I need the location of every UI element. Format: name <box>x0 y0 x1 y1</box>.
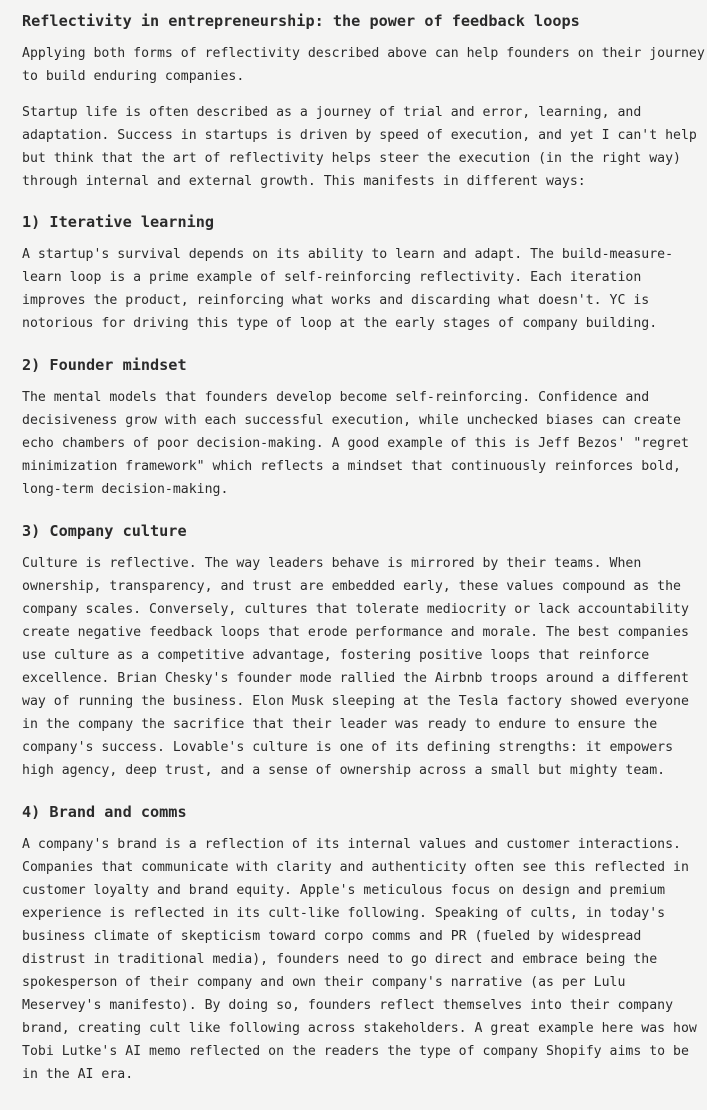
section-heading-iterative-learning: 1) Iterative learning <box>22 213 215 231</box>
paragraph-line: customer loyalty and brand equity. Apple's meticulous focus on design and premium <box>22 883 666 898</box>
paragraph-line: company scales. Conversely, cultures that tolerate mediocrity or lack accountability <box>22 602 689 617</box>
section-heading-founder-mindset: 2) Founder mindset <box>22 356 187 374</box>
intro-paragraph <box>22 42 705 88</box>
paragraph-line: ownership, transparency, and trust are embedded early, these values compound as the <box>22 579 681 594</box>
context-line: adaptation. Success in startups is driven by speed of execution, and yet I can't help <box>22 128 697 143</box>
paragraph-line: in the company the sacrifice that their leader was ready to endure to ensure the <box>22 717 658 732</box>
paragraph-line: improves the product, reinforcing what works and discarding what doesn't. YC is <box>22 293 650 308</box>
context-line: Startup life is often described as a journey of trial and error, learning, and <box>22 105 642 120</box>
paragraph-line: excellence. Brian Chesky's founder mode rallied the Airbnb troops around a different <box>22 671 689 686</box>
section-paragraph-founder-mindset <box>22 386 692 501</box>
paragraph-line: brand, creating cult like following across stakeholders. A great example here was how <box>22 1021 697 1036</box>
paragraph-line: Tobi Lutke's AI memo reflected on the readers the type of company Shopify aims to be <box>22 1044 689 1059</box>
paragraph-line: long-term decision-making. <box>22 482 229 497</box>
section-paragraph-iterative-learning <box>22 243 692 335</box>
paragraph-line: The mental models that founders develop become self-reinforcing. Confidence and <box>22 390 650 405</box>
intro-line: Applying both forms of reflectivity described above can help founders on their journey <box>22 46 705 61</box>
paragraph-line: high agency, deep trust, and a sense of ownership across a small but mighty team. <box>22 763 666 778</box>
section-heading-company-culture: 3) Company culture <box>22 522 187 540</box>
section-paragraph-company-culture <box>22 552 692 782</box>
paragraph-line: business climate of skepticism toward corpo comms and PR (fueled by widespread <box>22 929 642 944</box>
paragraph-line: experience is reflected in its cult-like following. Speaking of cults, in today's <box>22 906 666 921</box>
paragraph-line: way of running the business. Elon Musk sleeping at the Tesla factory showed everyone <box>22 694 689 709</box>
paragraph-line: Companies that communicate with clarity and authenticity often see this reflected in <box>22 860 689 875</box>
paragraph-line: spokesperson of their company and own their company's narrative (as per Lulu <box>22 975 626 990</box>
paragraph-line: create negative feedback loops that erode performance and morale. The best companies <box>22 625 689 640</box>
paragraph-line: Meservey's manifesto). By doing so, founders reflect themselves into their company <box>22 998 674 1013</box>
paragraph-line: A startup's survival depends on its ability to learn and adapt. The build-measure- <box>22 247 674 262</box>
paragraph-line: A company's brand is a reflection of its internal values and customer interactions. <box>22 837 681 852</box>
paragraph-line: use culture as a competitive advantage, fostering positive loops that reinforce <box>22 648 650 663</box>
paragraph-line: distrust in traditional media), founders need to go direct and embrace being the <box>22 952 658 967</box>
article-title: Reflectivity in entrepreneurship: the power of feedback loops <box>22 12 580 30</box>
context-line: but think that the art of reflectivity helps steer the execution (in the right way) <box>22 151 681 166</box>
paragraph-line: Culture is reflective. The way leaders behave is mirrored by their teams. When <box>22 556 642 571</box>
context-line: through internal and external growth. This manifests in different ways: <box>22 174 586 189</box>
paragraph-line: in the AI era. <box>22 1067 134 1082</box>
section-heading-brand-and-comms: 4) Brand and comms <box>22 803 187 821</box>
intro-line: to build enduring companies. <box>22 69 245 84</box>
paragraph-line: minimization framework" which reflects a mindset that continuously reinforces bold, <box>22 459 681 474</box>
paragraph-line: decisiveness grow with each successful execution, while unchecked biases can create <box>22 413 681 428</box>
context-paragraph <box>22 101 697 193</box>
paragraph-line: learn loop is a prime example of self-reinforcing reflectivity. Each iteration <box>22 270 642 285</box>
section-paragraph-brand-and-comms <box>22 833 697 1086</box>
paragraph-line: echo chambers of poor decision-making. A good example of this is Jeff Bezos' "regret <box>22 436 689 451</box>
paragraph-line: company's success. Lovable's culture is one of its defining strengths: it empowers <box>22 740 674 755</box>
paragraph-line: notorious for driving this type of loop at the early stages of company building. <box>22 316 658 331</box>
